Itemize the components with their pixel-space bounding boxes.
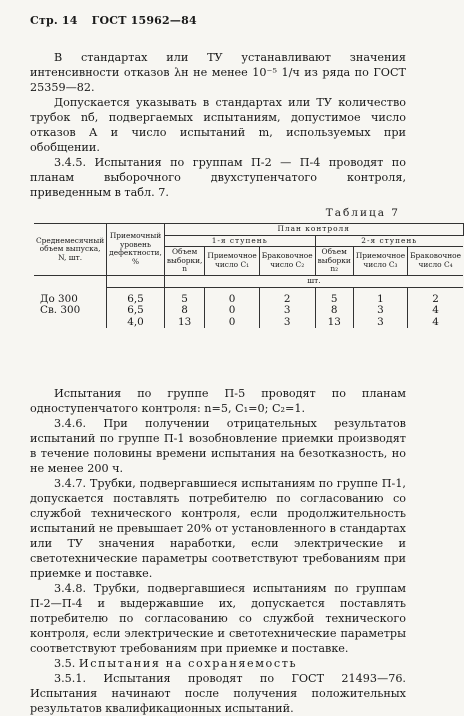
col-reject-c2: Браковочное число C₂ <box>259 247 315 276</box>
col-reject-c4: Браковочное число C₄ <box>408 247 463 276</box>
paragraph-3-4-7: 3.4.7. Трубки, подвергавшиеся испытаниям по группе П-1, допускается поставлять потребителю по согласованию со службой технического контроля, если продолжительность испытаний не превышает 20% от установленного в стандартах или ТУ значения наработки, если электрические и светотехнические параметры соответствуют требованиям при приемке и поставке. <box>30 477 406 581</box>
standard-code: ГОСТ 15962—84 <box>91 14 197 27</box>
paragraph-sample-count: Допускается указывать в стандартах или ТУ количество трубок nб, подвергаемых испытаниям, допустимое число отказов A и число испытаний m, используемых при обобщении. <box>30 96 406 154</box>
col-accept-c1: Приемочное число C₁ <box>205 247 259 276</box>
table-row: До 300 6,5 5 0 2 5 1 2 <box>34 294 463 306</box>
section-heading-3-5 <box>30 656 406 671</box>
paragraph-3-5-1: 3.5.1. Испытания проводят по ГОСТ 21493—76. Испытания начинают после получения положительных результатов квалификационных испытаний. <box>30 672 406 716</box>
table-row: Св. 300 6,5 8 0 3 8 3 4 <box>34 305 463 317</box>
col-monthly-volume: Среднемесячный объем выпуска, N, шт. <box>34 224 107 276</box>
page-header <box>30 14 406 30</box>
col-stage-2: 2-я ступень <box>315 235 463 247</box>
section-number: 3.5. <box>54 657 76 671</box>
page-number: Стр. 14 <box>30 14 78 27</box>
paragraph-failure-rate: В стандартах или ТУ устанавливают значения интенсивности отказов λн не менее 10⁻⁵ 1/ч из ряда по ГОСТ 25359—82. <box>30 51 406 94</box>
paragraph-3-4-8: 3.4.8. Трубки, подвергавшиеся испытаниям по группам П-2—П-4 и выдержавшие их, допускается поставлять потребителю по согласованию со службой технического контроля, если электрические и светотехнические параметры соответствуют требованиям при приемке и поставке. <box>30 582 406 656</box>
col-sample-size-2: Объем выборки n₂ <box>315 247 353 276</box>
table-row: 4,0 13 0 3 13 3 4 <box>34 317 463 329</box>
sampling-plan-table <box>34 223 464 328</box>
paragraph-p5-plan: Испытания по группе П-5 проводят по планам одноступенчатого контроля: n=5, C₁=0; C₂=1. <box>30 387 406 416</box>
paragraph-3-4-6: 3.4.6. При получении отрицательных результатов испытаний по группе П-1 возобновление приемки производят в течение половины времени испытания на безотказность, но не менее 200 ч. <box>30 417 406 476</box>
paragraph-3-4-5: 3.4.5. Испытания по группам П-2 — П-4 проводят по планам выборочного двухступенчатого контроля, приведенным в табл. 7. <box>30 156 406 199</box>
col-accept-c3: Приемочное число C₃ <box>353 247 407 276</box>
unit-row: шт. <box>164 275 463 287</box>
col-sample-size-1: Объем выборки, n <box>164 247 205 276</box>
col-stage-1: 1-я ступень <box>164 235 315 247</box>
col-acceptance-level: Приемочный уровень дефектности, % <box>107 224 165 276</box>
table-caption: Таблица 7 <box>325 207 400 219</box>
section-title: Испытания на сохраняемость <box>78 657 298 671</box>
col-control-plan: План контроля <box>164 224 463 236</box>
